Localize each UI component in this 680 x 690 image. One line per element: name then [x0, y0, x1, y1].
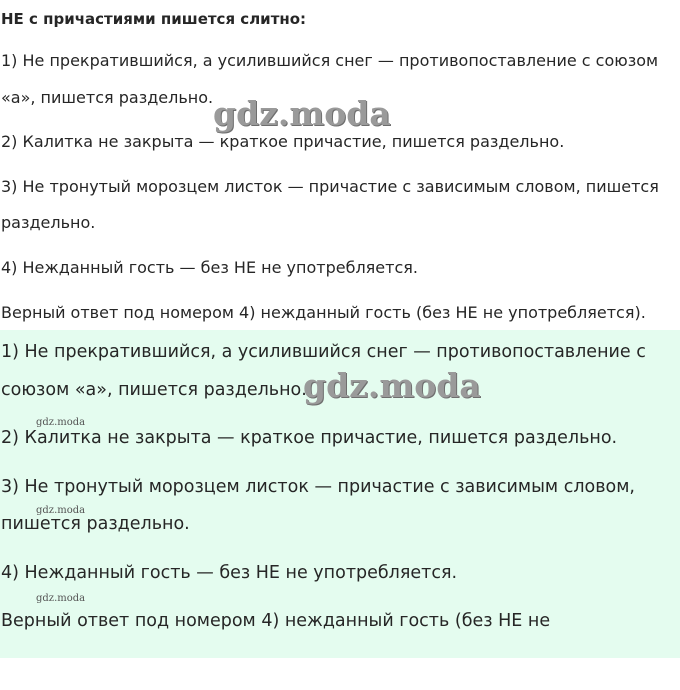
panel-line-3: 2) Калитка не закрыта — краткое причастие, пишется раздельно.	[1, 428, 618, 448]
panel-line-4: 3) Не тронутый морозцем листок — причастие с зависимым словом,	[1, 477, 635, 497]
answer-line-4: 3) Не тронутый морозцем листок — причастие с зависимым словом, пишется	[1, 177, 659, 196]
watermark-small-2: gdz.moda	[36, 505, 86, 516]
panel-line-1: 1) Не прекратившийся, а усилившийся снег — противопоставление с	[1, 342, 646, 362]
answer-line-5: раздельно.	[1, 213, 96, 232]
rule-heading: НЕ с причастиями пишется слитно:	[1, 10, 307, 28]
answer-line-1: 1) Не прекратившийся, а усилившийся снег — противопоставление с союзом	[1, 51, 659, 70]
answer-line-2: «а», пишется раздельно.	[1, 88, 214, 107]
panel-line-6: 4) Нежданный гость — без НЕ не употребляется.	[1, 563, 458, 583]
answer-line-3: 2) Калитка не закрыта — краткое причастие, пишется раздельно.	[1, 132, 565, 151]
panel-line-7: Верный ответ под номером 4) нежданный гость (без НЕ не	[1, 611, 551, 631]
highlighted-answer-panel	[0, 330, 680, 658]
answer-text-section	[0, 0, 680, 330]
watermark-small-1: gdz.moda	[36, 417, 86, 428]
answer-line-6: 4) Нежданный гость — без НЕ не употребляется.	[1, 258, 418, 277]
answer-line-7: Верный ответ под номером 4) нежданный гость (без НЕ не употребляется).	[1, 303, 646, 322]
watermark-logo-panel: gdz.moda	[303, 366, 481, 405]
panel-line-2: союзом «а», пишется раздельно.	[1, 380, 307, 400]
watermark-logo: gdz.moda	[213, 94, 391, 133]
panel-line-5: пишется раздельно.	[1, 514, 190, 534]
watermark-small-3: gdz.moda	[36, 593, 86, 604]
